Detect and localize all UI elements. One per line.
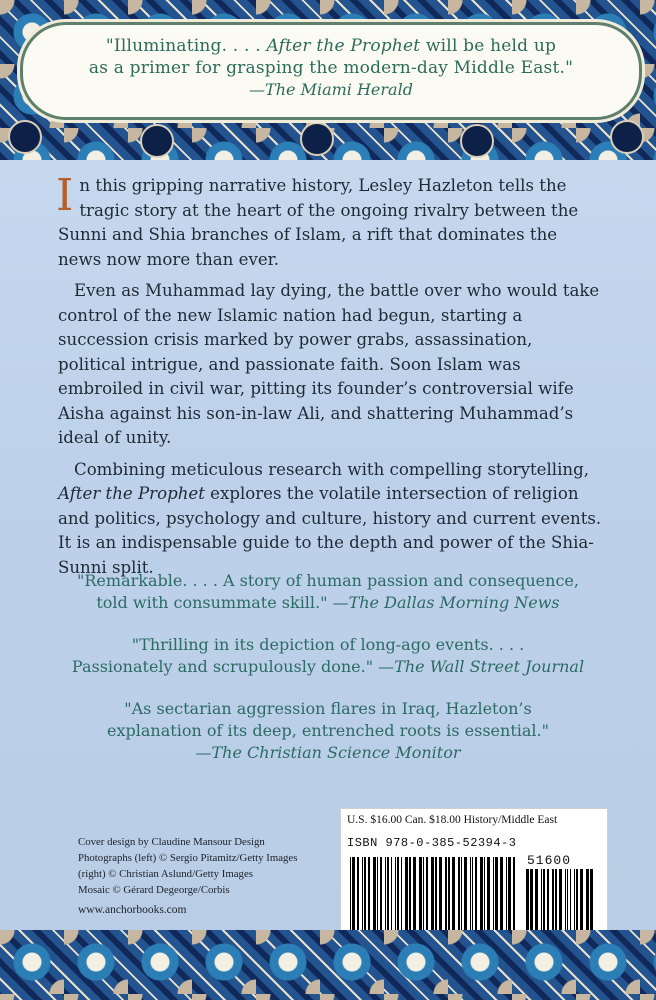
barcode-bar bbox=[401, 857, 402, 937]
mosaic-medallion bbox=[610, 120, 644, 154]
barcode-bar bbox=[439, 857, 442, 937]
barcode-bar bbox=[590, 869, 593, 937]
barcode-bar bbox=[535, 869, 538, 937]
barcode-bar bbox=[380, 857, 382, 937]
barcode-bar bbox=[362, 857, 363, 937]
barcode-bar bbox=[397, 857, 399, 937]
price-line: U.S. $16.00 Can. $18.00 History/Middle East bbox=[347, 814, 558, 826]
barcode-bar bbox=[530, 869, 533, 937]
credit-line: Mosaic © Gérard Degeorge/Corbis bbox=[78, 884, 230, 896]
cover-credits bbox=[78, 834, 338, 898]
barcode-bar bbox=[435, 857, 437, 937]
barcode-bar bbox=[475, 857, 477, 937]
price-addon-code: 51600 bbox=[527, 853, 572, 868]
barcode-bar bbox=[495, 857, 498, 937]
isbn-number: ISBN 978-0-385-52394-3 bbox=[347, 836, 517, 850]
barcode-bar bbox=[405, 857, 408, 937]
description-paragraph-1: In this gripping narrative history, Lesley Hazleton tells the tragic story at the heart of the ongoing rivalry between the Sunni and Shia branches of Islam, a rift that dominates the news now more than ever. bbox=[56, 170, 579, 269]
barcode-bar bbox=[541, 869, 542, 937]
barcode-bar bbox=[448, 857, 450, 937]
mosaic-bottom-band bbox=[0, 930, 656, 1000]
barcode-bar bbox=[445, 857, 447, 937]
barcode-bar bbox=[413, 857, 416, 937]
review-quote: "Thrilling in its depiction of long-ago events. . . . Passionately and scrupulously done." —The Wall Street Journal bbox=[71, 635, 585, 676]
barcode-bar bbox=[526, 869, 529, 937]
barcode-bar bbox=[484, 857, 485, 937]
barcode-bar bbox=[586, 869, 589, 937]
barcode-bar bbox=[419, 857, 422, 937]
mosaic-medallion bbox=[300, 122, 334, 156]
mosaic-medallion bbox=[140, 124, 174, 158]
barcode-bar bbox=[364, 857, 366, 937]
barcode-bar bbox=[493, 857, 494, 937]
barcode-bar bbox=[423, 857, 424, 937]
barcode-bar bbox=[452, 857, 455, 937]
barcode-bar bbox=[387, 857, 389, 937]
barcode-bar bbox=[480, 857, 483, 937]
barcode-bar bbox=[565, 869, 566, 937]
barcode-bar bbox=[368, 857, 370, 937]
mosaic-medallion bbox=[8, 120, 42, 154]
barcode-bar bbox=[508, 857, 511, 937]
description-paragraph-2: Even as Muhammad lay dying, the battle over who would take control of the new Islamic nation had begun, starting a succession crisis marked by power grabs, assassination, political intrigue, and passionate faith. Soon Islam was embroiled in civil war, pitting its founder’s controversial wife Aisha against his son-in-law Ali, and shattering Muhammad’s ideal of unity. bbox=[58, 281, 600, 447]
review-quote: "Remarkable. . . . A story of human passion and consequence, told with consummate skill." —The Dallas Morning News bbox=[77, 571, 579, 612]
book-description bbox=[56, 170, 604, 587]
top-quote-line-2: as a primer for grasping the modern-day Middle East." bbox=[88, 58, 574, 78]
barcode-bar bbox=[570, 869, 571, 937]
description-paragraph-3: Combining meticulous research with compelling storytelling, After the Prophet explores the volatile intersection of religion and politics, psychology and culture, history and current events. It is an indispensable guide to the depth and power of the Shia-Sunni split. bbox=[58, 459, 602, 577]
barcode-bar bbox=[559, 869, 562, 937]
barcode-bar bbox=[461, 857, 462, 937]
barcode-bar bbox=[373, 857, 376, 937]
barcode-bar bbox=[555, 869, 557, 937]
credit-line: (right) © Christian Aslund/Getty Images bbox=[78, 868, 253, 880]
barcode-bar bbox=[513, 857, 515, 937]
barcode-bar bbox=[552, 869, 554, 937]
barcode-bar bbox=[506, 857, 507, 937]
review-quote: "As sectarian aggression flares in Iraq, Hazleton’s explanation of its deep, entrenched roots is essential." —The Christian Science Monitor bbox=[107, 699, 549, 762]
barcode-bar bbox=[464, 857, 467, 937]
barcode-bar bbox=[409, 857, 411, 937]
credit-line: Cover design by Claudine Mansour Design bbox=[78, 836, 265, 848]
barcode-bar bbox=[580, 869, 583, 937]
barcode-bar bbox=[472, 857, 473, 937]
barcode-bar bbox=[357, 857, 359, 937]
barcode-bar bbox=[567, 869, 568, 937]
barcode-bar bbox=[395, 857, 396, 937]
barcode-bar bbox=[470, 857, 471, 937]
top-quote-attribution: —The Miami Herald bbox=[249, 80, 413, 99]
barcode-bar bbox=[458, 857, 460, 937]
mosaic-medallion bbox=[460, 124, 494, 158]
barcode-bar bbox=[426, 857, 428, 937]
barcode-bar bbox=[576, 869, 578, 937]
barcode-bar bbox=[500, 857, 503, 937]
barcode-bar bbox=[385, 857, 386, 937]
top-quote-line-1: "Illuminating. . . . After the Prophet will be held up bbox=[105, 36, 557, 56]
barcode-bar bbox=[547, 869, 549, 937]
publisher-website: www.anchorbooks.com bbox=[78, 904, 187, 916]
drop-cap: I bbox=[56, 170, 74, 221]
top-quote-cartouche bbox=[20, 22, 642, 120]
barcode-bar bbox=[391, 857, 392, 937]
credit-line: Photographs (left) © Sergio Pitamitz/Getty Images bbox=[78, 852, 298, 864]
barcode-bar bbox=[574, 869, 575, 937]
barcode-bar bbox=[543, 869, 545, 937]
